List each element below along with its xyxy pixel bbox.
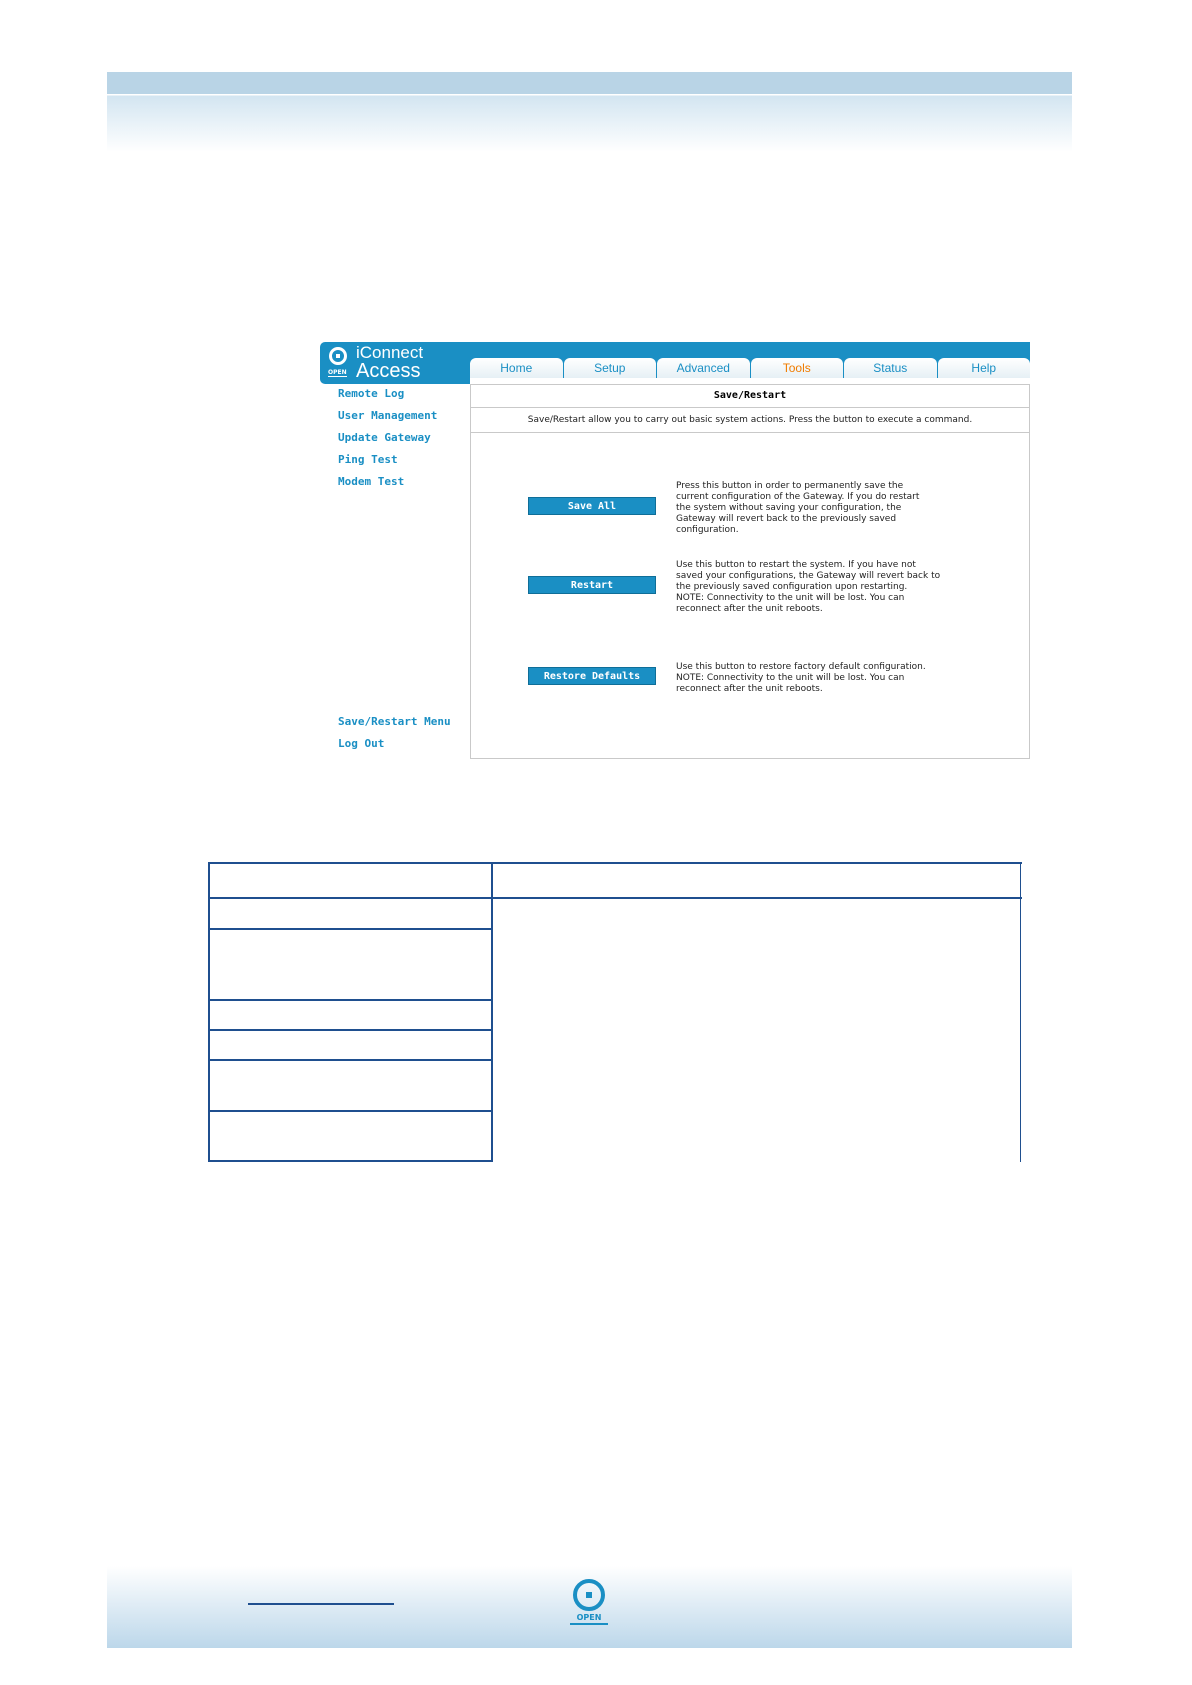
sidebar-item-user-management[interactable]: User Management xyxy=(338,409,438,422)
table-right-border xyxy=(1020,862,1021,1162)
main-tabs xyxy=(470,358,1030,378)
sidebar-item-save-restart-menu[interactable]: Save/Restart Menu xyxy=(338,715,451,728)
sidebar-item-remote-log[interactable]: Remote Log xyxy=(338,387,405,400)
footer-link-underline xyxy=(248,1603,394,1605)
sidebar-item-modem-test[interactable]: Modem Test xyxy=(338,475,405,488)
tab-help[interactable]: Help xyxy=(938,358,1031,378)
restore-defaults-description: Use this button to restore factory default configuration. NOTE: Connectivity to the unit will be lost. You can reconnect after the unit reboots. xyxy=(676,662,926,694)
open-logo-icon xyxy=(329,347,347,365)
content-description: Save/Restart allow you to carry out basic system actions. Press the button to execute a command. xyxy=(471,408,1029,433)
table-row-rule xyxy=(208,928,492,930)
tab-advanced[interactable]: Advanced xyxy=(657,358,750,378)
tab-status[interactable]: Status xyxy=(844,358,937,378)
sidebar-item-log-out[interactable]: Log Out xyxy=(338,737,385,750)
router-ui-screenshot xyxy=(320,342,1030,760)
table-column-divider xyxy=(491,862,493,1162)
document-table xyxy=(208,862,1022,1162)
footer-logo-text: OPEN xyxy=(570,1613,608,1625)
open-logo-icon xyxy=(573,1579,605,1611)
table-row-rule xyxy=(208,1059,492,1061)
logo-badge: OPEN xyxy=(328,369,347,376)
tab-setup[interactable]: Setup xyxy=(564,358,657,378)
table-top-rule xyxy=(208,862,1022,864)
table-row-rule xyxy=(208,1110,492,1112)
content-panel xyxy=(470,384,1030,759)
iconnect-logo xyxy=(320,342,470,384)
save-all-description: Press this button in order to permanently save the current configuration of the Gateway. If you do restart the system without saving your configuration, the Gateway will revert back to the previously saved configuration. xyxy=(676,481,920,535)
sidebar-item-update-gateway[interactable]: Update Gateway xyxy=(338,431,431,444)
sidebar-bottom-links xyxy=(338,714,451,758)
brand-line1: iConnect xyxy=(356,343,424,362)
save-all-button[interactable]: Save All xyxy=(528,497,656,515)
table-bottom-rule xyxy=(208,1160,492,1162)
table-left-border xyxy=(208,862,210,1162)
brand-line2: Access xyxy=(356,360,421,382)
restore-defaults-button[interactable]: Restore Defaults xyxy=(528,667,656,685)
table-header-rule xyxy=(208,897,1022,899)
sidebar-item-ping-test[interactable]: Ping Test xyxy=(338,453,398,466)
sidebar xyxy=(338,386,468,756)
tab-tools[interactable]: Tools xyxy=(751,358,844,378)
page-header-band xyxy=(107,72,1072,152)
content-title: Save/Restart xyxy=(471,385,1029,408)
tab-home[interactable]: Home xyxy=(470,358,563,378)
top-bar xyxy=(470,342,1030,358)
table-row-rule xyxy=(208,999,492,1001)
table-row-rule xyxy=(208,1029,492,1031)
footer-open-logo xyxy=(570,1579,608,1631)
restart-description: Use this button to restart the system. If you have not saved your configurations, the Gateway will revert back to the previously saved configuration upon restarting. NOTE: Connectivity to the unit will be lost. You can reconnect after the unit reboots. xyxy=(676,560,941,614)
restart-button[interactable]: Restart xyxy=(528,576,656,594)
